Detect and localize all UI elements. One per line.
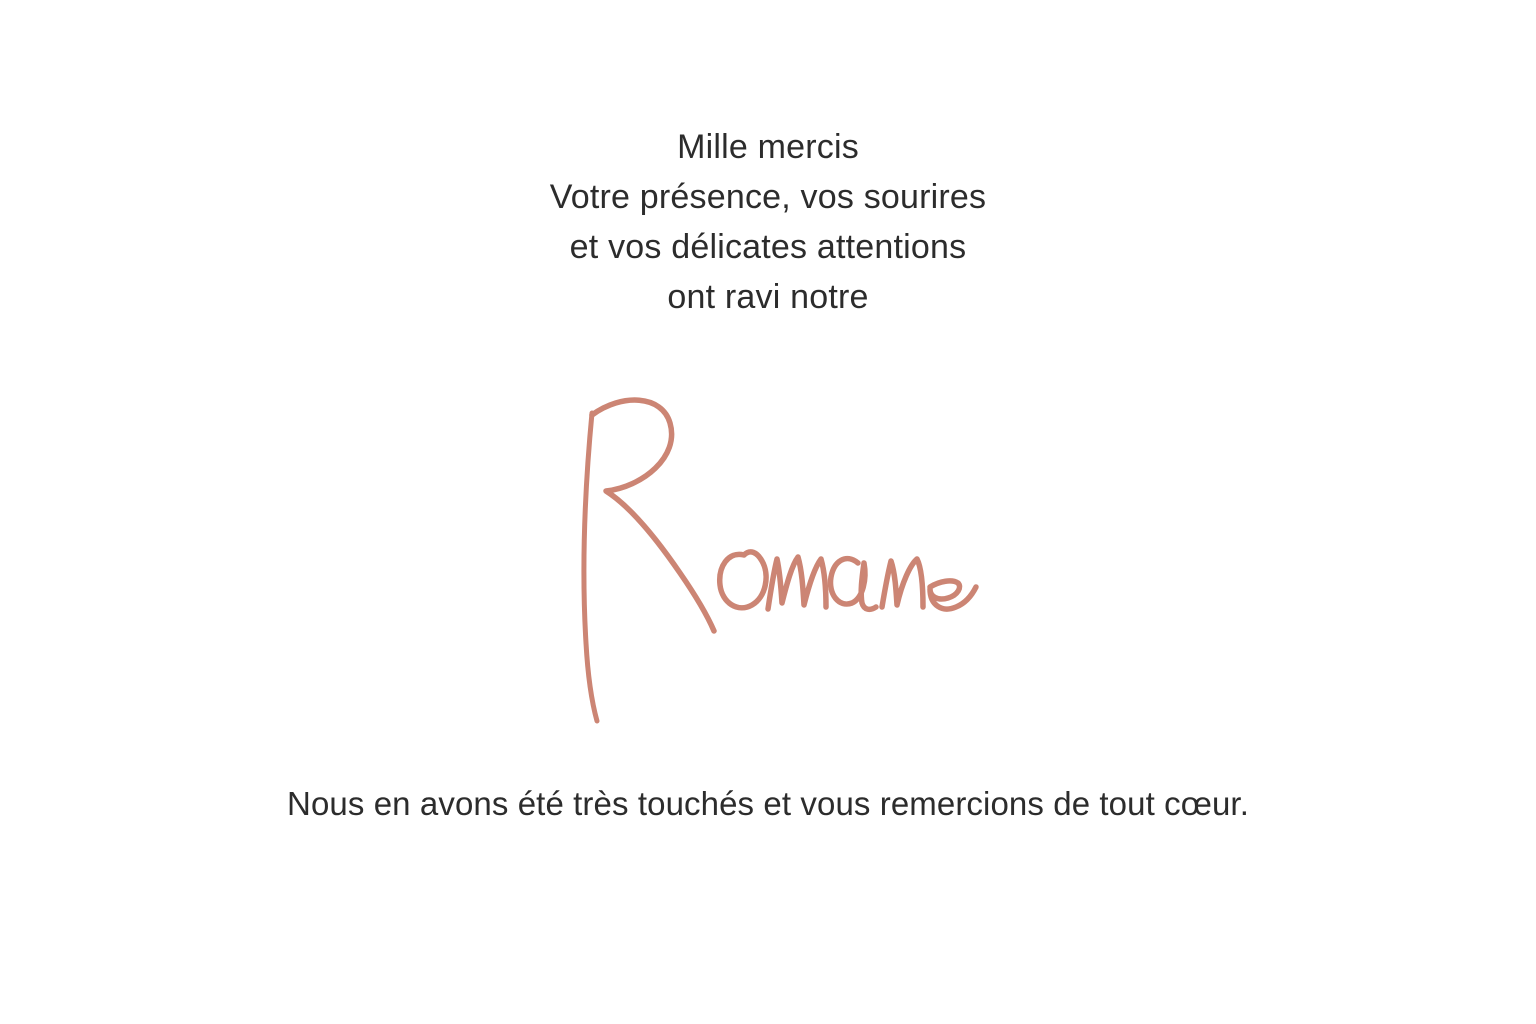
message-line-3: et vos délicates attentions	[569, 228, 967, 266]
message-line-1: Mille mercis	[677, 128, 859, 166]
closing-line: Nous en avons été très touchés et vous remercions de tout cœur.	[287, 785, 1249, 822]
signature-script-icon	[558, 377, 978, 737]
signature-name	[0, 372, 1536, 742]
top-message-block	[0, 122, 1536, 322]
message-line-2: Votre présence, vos sourires	[549, 178, 987, 216]
message-line-4: ont ravi notre	[667, 278, 869, 316]
